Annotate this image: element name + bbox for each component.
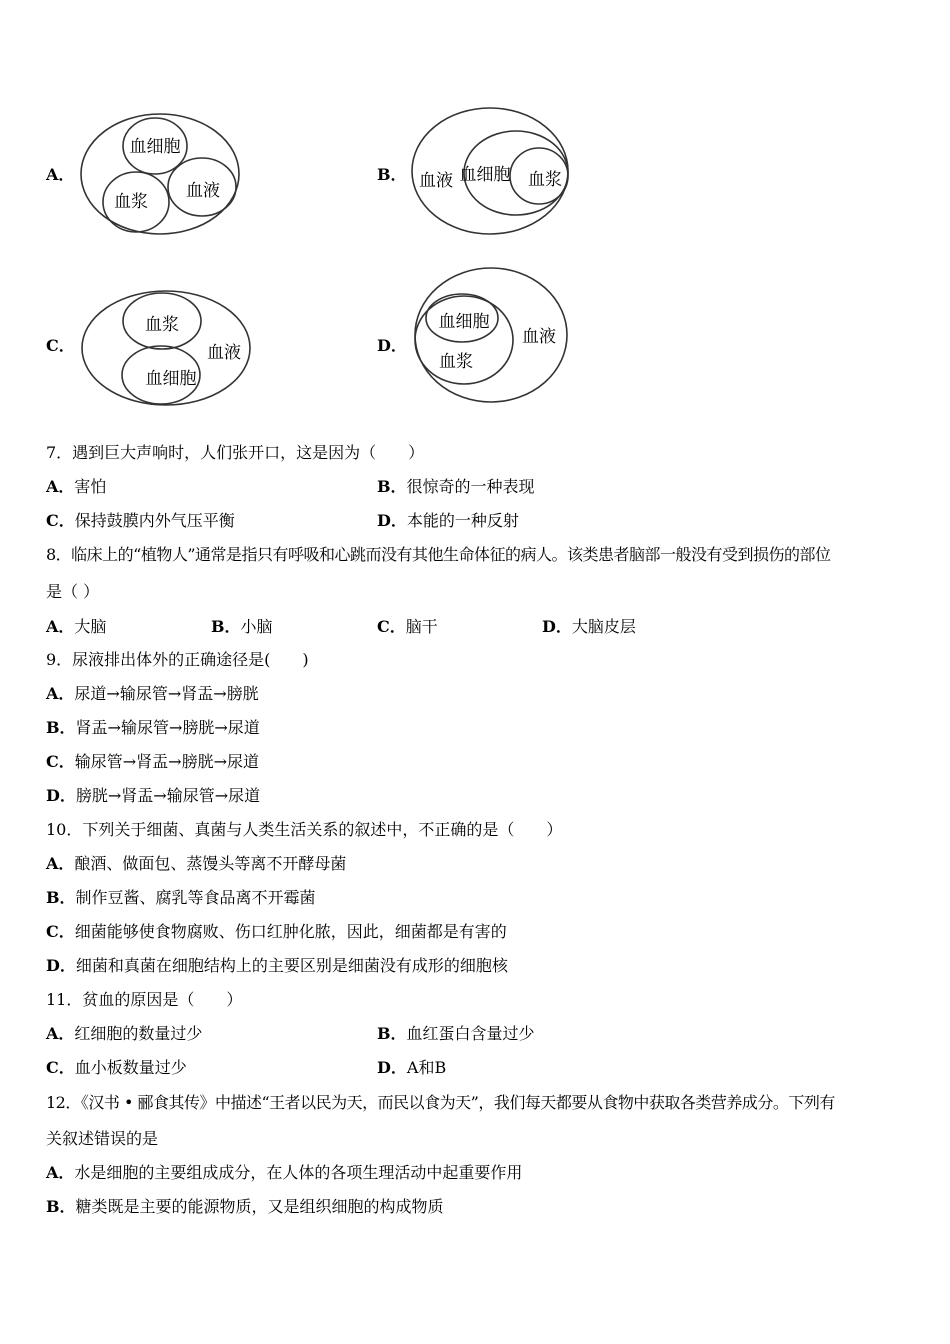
option-text: 很惊奇的一种表现 (406, 477, 535, 496)
option-label: D． (377, 1058, 407, 1077)
question-9-option-c (46, 752, 259, 772)
option-text: 红细胞的数量过少 (74, 1024, 203, 1043)
option-text: 血红蛋白含量过少 (406, 1024, 535, 1043)
option-text: 细菌能够使食物腐败、伤口红肿化脓，因此，细菌都是有害的 (74, 922, 507, 941)
diagram-a-text-3: 血液 (186, 181, 220, 201)
option-text: 水是细胞的主要组成成分，在人体的各项生理活动中起重要作用 (74, 1163, 523, 1182)
question-8-stem-line-2: 是（ ） (46, 582, 100, 601)
option-text: 酿酒、做面包、蒸馒头等离不开酵母菌 (74, 854, 347, 873)
question-10-option-a (46, 854, 346, 874)
question-8-option-b (211, 617, 273, 637)
question-8-option-a (46, 617, 106, 637)
option-label: B． (377, 1024, 407, 1043)
question-10-option-b (46, 888, 316, 908)
diagram-option-c-label: C． (46, 336, 75, 355)
question-11-option-b (377, 1024, 535, 1044)
option-label: B． (211, 617, 241, 636)
option-label: C． (46, 1058, 75, 1077)
diagram-b-text-2: 血细胞 (459, 165, 511, 185)
diagram-option-a (78, 110, 244, 238)
option-text: 保持鼓膜内外气压平衡 (74, 511, 235, 530)
option-label: B． (46, 888, 76, 907)
diagram-option-b-label: B． (377, 165, 407, 184)
option-label: A． (46, 477, 75, 496)
diagram-b-text-3: 血浆 (528, 170, 562, 190)
option-text: 制作豆酱、腐乳等食品离不开霉菌 (75, 888, 316, 907)
question-9-stem: 9．尿液排出体外的正确途径是( ) (46, 650, 309, 669)
diagram-a-text-2: 血浆 (114, 192, 148, 212)
option-text: 本能的一种反射 (406, 511, 519, 530)
diagram-option-c (80, 288, 256, 410)
option-label: C． (46, 752, 75, 771)
question-7-stem: 7．遇到巨大声响时，人们张开口，这是因为（ ） (46, 443, 425, 462)
option-text: 输尿管→肾盂→膀胱→尿道 (74, 752, 259, 771)
question-9-option-a (46, 684, 259, 704)
option-label: D． (542, 617, 572, 636)
diagram-option-a-label: A． (46, 165, 75, 184)
question-12-option-a (46, 1163, 522, 1183)
question-7-option-a (46, 477, 106, 497)
question-11-option-a (46, 1024, 202, 1044)
option-text: 血小板数量过少 (74, 1058, 187, 1077)
option-text: 害怕 (74, 477, 107, 496)
option-text: 尿道→输尿管→肾盂→膀胱 (74, 684, 259, 703)
diagram-d-text-3: 血浆 (439, 352, 473, 372)
question-10-option-c (46, 922, 507, 942)
option-label: A． (46, 617, 75, 636)
option-label: D． (46, 956, 76, 975)
question-12-stem-line-2: 关叙述错误的是 (46, 1129, 159, 1148)
diagram-option-d-label: D． (377, 336, 407, 355)
option-label: C． (377, 617, 406, 636)
question-7-option-b (377, 477, 535, 497)
option-text: 肾盂→输尿管→膀胱→尿道 (75, 718, 260, 737)
diagram-c-text-2: 血液 (207, 343, 241, 363)
question-8-option-d (542, 617, 636, 637)
diagram-c-text-3: 血细胞 (145, 369, 197, 389)
option-label: A． (46, 684, 75, 703)
question-9-option-b (46, 718, 260, 738)
option-text: 脑干 (405, 617, 438, 636)
option-label: A． (46, 1163, 75, 1182)
question-8-option-c (377, 617, 438, 637)
option-label: C． (46, 511, 75, 530)
question-11-option-d (377, 1058, 446, 1078)
option-text: 膀胱→肾盂→输尿管→尿道 (75, 786, 261, 805)
option-text: 小脑 (240, 617, 273, 636)
diagram-option-d (412, 264, 574, 408)
option-label: D． (377, 511, 407, 530)
option-label: B． (46, 1197, 76, 1216)
question-8-stem-line-1: 8．临床上的“植物人”通常是指只有呼吸和心跳而没有其他生命体征的病人。该类患者脑部一般没有受到损伤的部位 (46, 545, 831, 564)
diagram-b-text-1: 血液 (419, 171, 453, 191)
diagram-option-b (408, 103, 576, 241)
option-label: B． (377, 477, 407, 496)
question-11-stem: 11．贫血的原因是（ ） (46, 990, 243, 1009)
diagram-a-text-1: 血细胞 (129, 137, 181, 157)
question-10-stem: 10．下列关于细菌、真菌与人类生活关系的叙述中，不正确的是（ ） (46, 820, 563, 839)
option-text: 大脑皮层 (571, 617, 636, 636)
question-10-option-d (46, 956, 508, 976)
diagram-d-text-2: 血液 (522, 327, 556, 347)
question-12-option-b (46, 1197, 444, 1217)
question-12-stem-line-1: 12．《汉书 • 郦食其传》中描述“王者以民为天，而民以食为天”，我们每天都要从食物中获取各类营养成分。下列有 (46, 1093, 835, 1112)
question-7-option-d (377, 511, 519, 531)
question-7-option-c (46, 511, 235, 531)
question-9-option-d (46, 786, 260, 806)
diagram-c-text-1: 血浆 (145, 315, 179, 335)
option-label: A． (46, 1024, 75, 1043)
diagram-d-text-1: 血细胞 (438, 312, 490, 332)
option-label: C． (46, 922, 75, 941)
question-11-option-c (46, 1058, 187, 1078)
option-label: A． (46, 854, 75, 873)
option-label: D． (46, 786, 76, 805)
option-text: 糖类既是主要的能源物质，又是组织细胞的构成物质 (75, 1197, 444, 1216)
option-text: 细菌和真菌在细胞结构上的主要区别是细菌没有成形的细胞核 (75, 956, 508, 975)
option-text: A和B (406, 1058, 447, 1077)
option-text: 大脑 (74, 617, 107, 636)
option-label: B． (46, 718, 76, 737)
